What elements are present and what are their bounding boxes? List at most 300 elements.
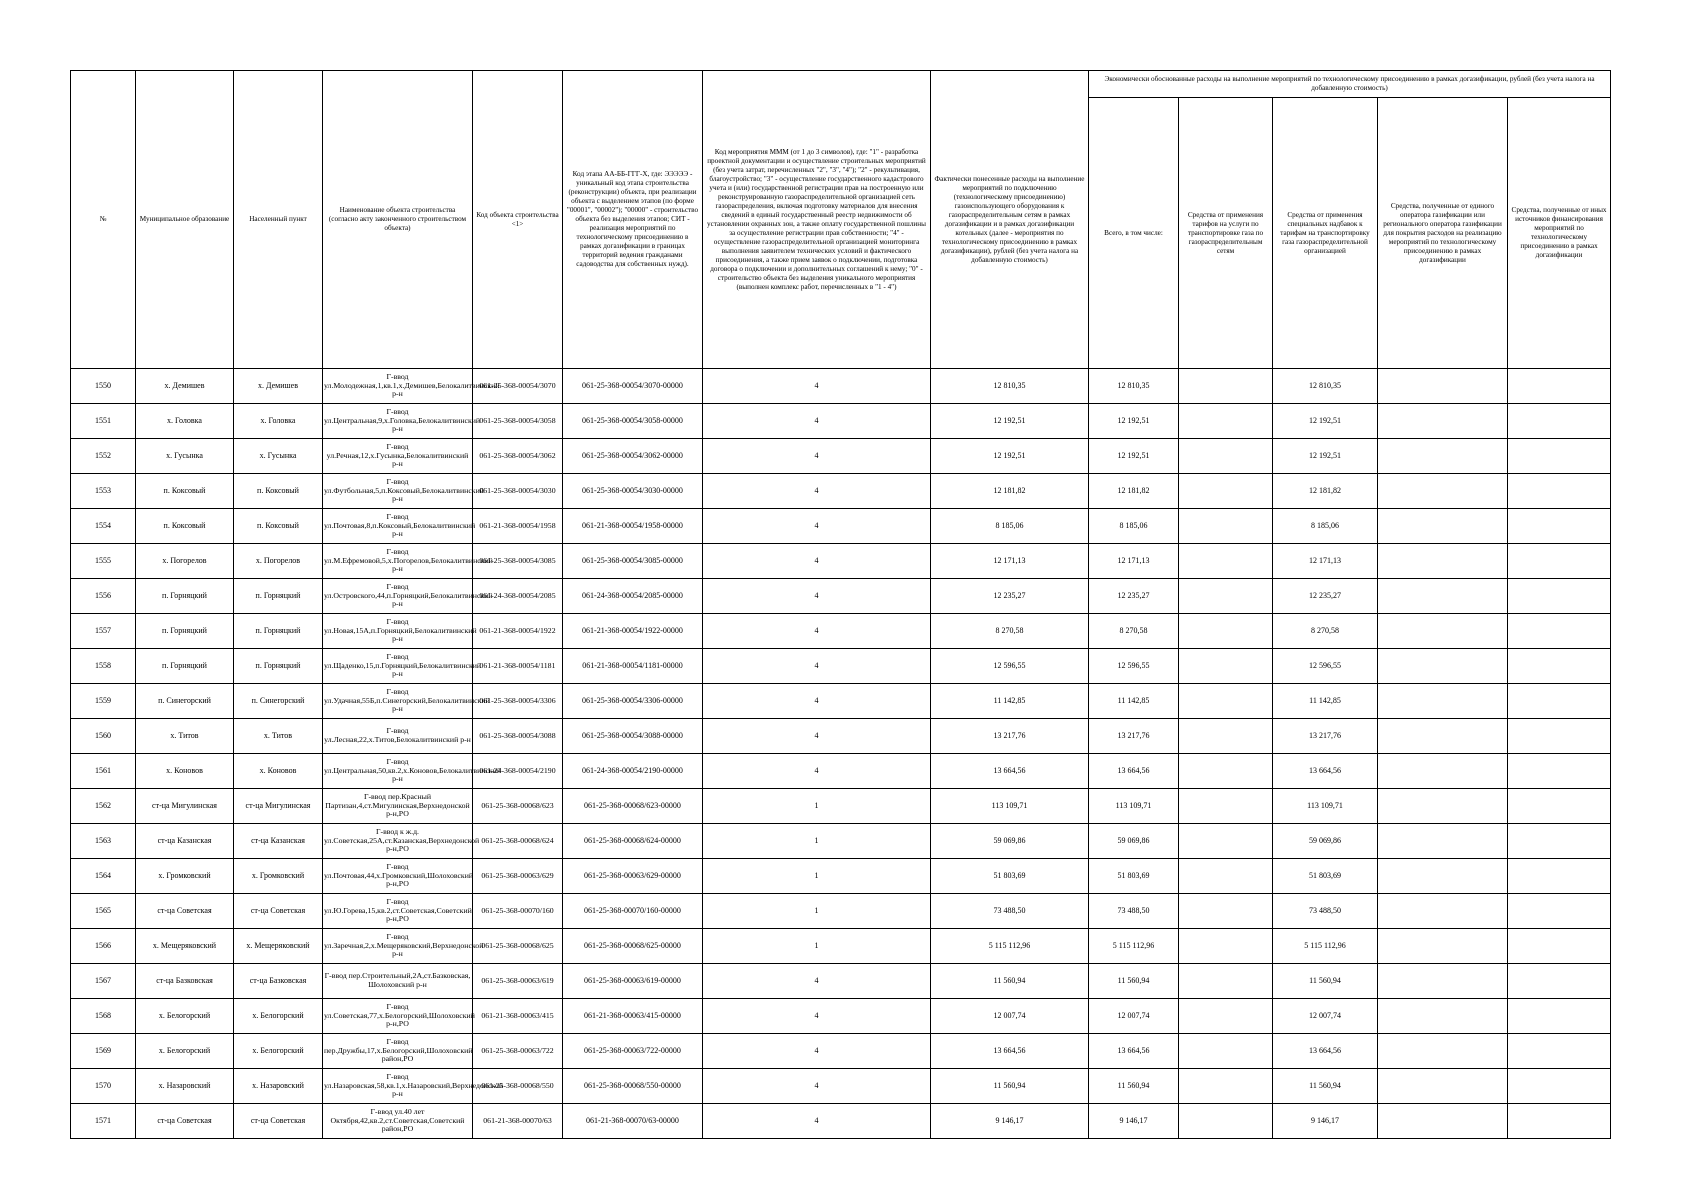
cell-operator-funds	[1378, 824, 1508, 859]
cell-measure-code: 1	[703, 824, 931, 859]
cell-stage-code: 061-25-368-00068/623-00000	[563, 789, 703, 824]
cell-num: 1568	[71, 999, 136, 1034]
cell-tariff-funds	[1179, 929, 1273, 964]
cell-settlement: ст-ца Советская	[234, 894, 323, 929]
cell-surcharge-funds: 59 069,86	[1273, 824, 1378, 859]
cell-tariff-funds	[1179, 719, 1273, 754]
cell-stage-code: 061-25-368-00068/625-00000	[563, 929, 703, 964]
cell-municipality: ст-ца Казанская	[136, 824, 234, 859]
cell-municipality: п. Синегорский	[136, 684, 234, 719]
cell-total: 12 181,82	[1089, 474, 1179, 509]
table-row	[71, 859, 1611, 894]
cell-object-code: 061-25-368-00054/3085	[473, 544, 563, 579]
cell-actual-expenses: 8 270,58	[931, 614, 1089, 649]
cell-settlement: п. Горняцкий	[234, 649, 323, 684]
cell-stage-code: 061-21-368-00054/1181-00000	[563, 649, 703, 684]
cell-municipality: ст-ца Советская	[136, 894, 234, 929]
cell-other-funds	[1508, 509, 1611, 544]
cell-tariff-funds	[1179, 684, 1273, 719]
cell-other-funds	[1508, 1104, 1611, 1139]
cell-settlement: п. Коксовый	[234, 509, 323, 544]
cell-surcharge-funds: 51 803,69	[1273, 859, 1378, 894]
table-row	[71, 649, 1611, 684]
cell-object-code: 061-21-368-00054/1181	[473, 649, 563, 684]
cell-operator-funds	[1378, 614, 1508, 649]
cell-actual-expenses: 113 109,71	[931, 789, 1089, 824]
cell-actual-expenses: 13 217,76	[931, 719, 1089, 754]
cell-surcharge-funds: 12 171,13	[1273, 544, 1378, 579]
cell-num: 1558	[71, 649, 136, 684]
cell-num: 1550	[71, 369, 136, 404]
cell-total: 113 109,71	[1089, 789, 1179, 824]
cell-total: 8 185,06	[1089, 509, 1179, 544]
cell-measure-code: 1	[703, 789, 931, 824]
cell-operator-funds	[1378, 1069, 1508, 1104]
cell-num: 1557	[71, 614, 136, 649]
cell-surcharge-funds: 12 810,35	[1273, 369, 1378, 404]
cell-municipality: х. Погорелов	[136, 544, 234, 579]
cell-operator-funds	[1378, 439, 1508, 474]
cell-stage-code: 061-25-368-00054/3306-00000	[563, 684, 703, 719]
cell-other-funds	[1508, 1069, 1611, 1104]
cell-total: 13 664,56	[1089, 754, 1179, 789]
cell-municipality: п. Горняцкий	[136, 579, 234, 614]
cell-object-name: Г-ввод ул.Почтовая,44,х.Громковский,Шолоховский р-н,РО	[323, 859, 473, 894]
cell-municipality: х. Демишев	[136, 369, 234, 404]
cell-other-funds	[1508, 649, 1611, 684]
cell-settlement: х. Белогорский	[234, 1034, 323, 1069]
cell-other-funds	[1508, 894, 1611, 929]
cell-municipality: п. Горняцкий	[136, 614, 234, 649]
table-row	[71, 964, 1611, 999]
cell-num: 1567	[71, 964, 136, 999]
cell-stage-code: 061-24-368-00054/2085-00000	[563, 579, 703, 614]
cell-tariff-funds	[1179, 369, 1273, 404]
cell-municipality: х. Титов	[136, 719, 234, 754]
cell-stage-code: 061-25-368-00063/722-00000	[563, 1034, 703, 1069]
cell-total: 12 007,74	[1089, 999, 1179, 1034]
cell-num: 1563	[71, 824, 136, 859]
cell-tariff-funds	[1179, 579, 1273, 614]
cell-operator-funds	[1378, 474, 1508, 509]
cell-actual-expenses: 12 810,35	[931, 369, 1089, 404]
table-row	[71, 719, 1611, 754]
cell-surcharge-funds: 8 270,58	[1273, 614, 1378, 649]
cell-actual-expenses: 11 560,94	[931, 964, 1089, 999]
cell-other-funds	[1508, 369, 1611, 404]
cell-object-code: 061-21-368-00054/1922	[473, 614, 563, 649]
cell-tariff-funds	[1179, 859, 1273, 894]
cell-total: 51 803,69	[1089, 859, 1179, 894]
cell-settlement: п. Коксовый	[234, 474, 323, 509]
cell-settlement: х. Белогорский	[234, 999, 323, 1034]
cell-municipality: х. Белогорский	[136, 1034, 234, 1069]
cell-surcharge-funds: 5 115 112,96	[1273, 929, 1378, 964]
table-row	[71, 929, 1611, 964]
cell-object-name: Г-ввод пер.Строительный,2А,ст.Базковская, Шолоховский р-н	[323, 964, 473, 999]
cell-other-funds	[1508, 404, 1611, 439]
cell-object-code: 061-21-368-00070/63	[473, 1104, 563, 1139]
cell-settlement: п. Горняцкий	[234, 579, 323, 614]
cell-surcharge-funds: 13 664,56	[1273, 1034, 1378, 1069]
cell-actual-expenses: 12 192,51	[931, 404, 1089, 439]
cell-municipality: х. Мещеряковский	[136, 929, 234, 964]
cell-stage-code: 061-21-368-00054/1922-00000	[563, 614, 703, 649]
cell-municipality: п. Коксовый	[136, 509, 234, 544]
cell-object-code: 061-25-368-00054/3058	[473, 404, 563, 439]
cell-other-funds	[1508, 579, 1611, 614]
cell-total: 73 488,50	[1089, 894, 1179, 929]
cell-object-code: 061-25-368-00054/3088	[473, 719, 563, 754]
cell-num: 1571	[71, 1104, 136, 1139]
cell-stage-code: 061-25-368-00054/3070-00000	[563, 369, 703, 404]
cell-object-code: 061-21-368-00054/1958	[473, 509, 563, 544]
cell-other-funds	[1508, 964, 1611, 999]
cell-stage-code: 061-25-368-00068/550-00000	[563, 1069, 703, 1104]
header-surcharge-funds: Средства от применения специальных надбавок к тарифам на транспортировку газа газораспределительной организацией	[1273, 98, 1378, 369]
cell-num: 1560	[71, 719, 136, 754]
cell-object-code: 061-25-368-00054/3062	[473, 439, 563, 474]
header-object-code: Код объекта строительства <1>	[473, 71, 563, 369]
cell-num: 1554	[71, 509, 136, 544]
cell-municipality: х. Гусынка	[136, 439, 234, 474]
cell-measure-code: 4	[703, 579, 931, 614]
cell-operator-funds	[1378, 579, 1508, 614]
cell-object-name: Г-ввод ул.Речная,12,х.Гусынка,Белокалитвинский р-н	[323, 439, 473, 474]
cell-tariff-funds	[1179, 649, 1273, 684]
cell-num: 1562	[71, 789, 136, 824]
cell-object-name: Г-ввод ул.Новая,15А,п.Горняцкий,Белокалитвинский р-н	[323, 614, 473, 649]
table-row	[71, 369, 1611, 404]
cell-object-code: 061-25-368-00068/624	[473, 824, 563, 859]
cell-measure-code: 4	[703, 509, 931, 544]
cell-settlement: х. Громковский	[234, 859, 323, 894]
cell-stage-code: 061-21-368-00054/1958-00000	[563, 509, 703, 544]
cell-measure-code: 4	[703, 404, 931, 439]
cell-operator-funds	[1378, 929, 1508, 964]
cell-municipality: х. Белогорский	[136, 999, 234, 1034]
cell-tariff-funds	[1179, 824, 1273, 859]
cell-surcharge-funds: 11 142,85	[1273, 684, 1378, 719]
cell-surcharge-funds: 12 192,51	[1273, 439, 1378, 474]
cell-surcharge-funds: 13 217,76	[1273, 719, 1378, 754]
cell-operator-funds	[1378, 719, 1508, 754]
header-settlement: Населенный пункт	[234, 71, 323, 369]
cell-other-funds	[1508, 684, 1611, 719]
cell-measure-code: 4	[703, 474, 931, 509]
cell-operator-funds	[1378, 404, 1508, 439]
cell-other-funds	[1508, 439, 1611, 474]
cell-actual-expenses: 12 007,74	[931, 999, 1089, 1034]
cell-municipality: п. Коксовый	[136, 474, 234, 509]
cell-object-code: 061-25-368-00068/550	[473, 1069, 563, 1104]
table-body	[71, 369, 1611, 1139]
cell-total: 13 217,76	[1089, 719, 1179, 754]
cell-total: 12 596,55	[1089, 649, 1179, 684]
cell-actual-expenses: 59 069,86	[931, 824, 1089, 859]
cell-object-code: 061-25-368-00063/629	[473, 859, 563, 894]
cell-total: 11 560,94	[1089, 964, 1179, 999]
cell-num: 1551	[71, 404, 136, 439]
cell-num: 1564	[71, 859, 136, 894]
cell-other-funds	[1508, 474, 1611, 509]
header-measure-code: Код мероприятия ММM (от 1 до 3 символов), где: "1" - разработка проектной документации и осуществление строительных мероприятий (без учета затрат, перечисленных "2", "3", "4"); "2" - рекультивация, благоустройство; "3" - осуществление государственного кадастрового учета и (или) государственной регистрации прав на построенную или реконструированную газораспределительной организацией сеть газораспределения, включая подготовку материалов для внесения сведений в единый государственный реестр недвижимости об установлении охранных зон, а также оплату государственной пошлины за осуществление регистрации прав собственности; "4" - осуществление газораспределительной организацией мониторинга выполнения заявителем технических условий и фактического присоединения, а также прием заявок о подключении, подготовка договора о подключении и дополнительных соглашений к нему; "0" - строительство объекта без выделения уникального мероприятия (выполнен комплекс работ, перечисленных в "1 - 4")	[703, 71, 931, 369]
cell-other-funds	[1508, 1034, 1611, 1069]
cell-stage-code: 061-25-368-00068/624-00000	[563, 824, 703, 859]
cell-object-code: 061-24-368-00054/2085	[473, 579, 563, 614]
cell-stage-code: 061-25-368-00054/3085-00000	[563, 544, 703, 579]
cell-object-name: Г-ввод ул.Советская,77,х.Белогорский,Шолоховский р-н,РО	[323, 999, 473, 1034]
cell-total: 12 192,51	[1089, 404, 1179, 439]
cell-total: 12 810,35	[1089, 369, 1179, 404]
header-other-funds: Средства, полученные от иных источников финансирования мероприятий по технологическому присоединению в рамках догазификации	[1508, 98, 1611, 369]
cell-object-name: Г-ввод ул.М.Ефремовой,5,х.Погорелов,Белокалитвинский р-н	[323, 544, 473, 579]
cell-object-name: Г-ввод ул.Футбольная,5,п.Коксовый,Белокалитвинский р-н	[323, 474, 473, 509]
cell-surcharge-funds: 12 181,82	[1273, 474, 1378, 509]
cell-settlement: п. Синегорский	[234, 684, 323, 719]
cell-measure-code: 1	[703, 894, 931, 929]
cell-actual-expenses: 73 488,50	[931, 894, 1089, 929]
cell-other-funds	[1508, 544, 1611, 579]
cell-settlement: ст-ца Советская	[234, 1104, 323, 1139]
cell-num: 1555	[71, 544, 136, 579]
cell-measure-code: 4	[703, 614, 931, 649]
cell-stage-code: 061-21-368-00063/415-00000	[563, 999, 703, 1034]
cell-tariff-funds	[1179, 894, 1273, 929]
cell-operator-funds	[1378, 859, 1508, 894]
cell-actual-expenses: 13 664,56	[931, 754, 1089, 789]
cell-settlement: ст-ца Базковская	[234, 964, 323, 999]
header-economic-group: Экономически обоснованные расходы на выполнение мероприятий по технологическому присоединению в рамках догазификации, рублей (без учета налога на добавленную стоимость)	[1089, 71, 1611, 98]
cell-settlement: х. Назаровский	[234, 1069, 323, 1104]
cell-municipality: х. Назаровский	[136, 1069, 234, 1104]
cell-object-name: Г-ввод ул.Почтовая,8,п.Коксовый,Белокалитвинский р-н	[323, 509, 473, 544]
cell-stage-code: 061-25-368-00070/160-00000	[563, 894, 703, 929]
cell-settlement: х. Демишев	[234, 369, 323, 404]
cell-operator-funds	[1378, 684, 1508, 719]
cell-object-code: 061-25-368-00054/3306	[473, 684, 563, 719]
cell-surcharge-funds: 12 596,55	[1273, 649, 1378, 684]
cell-total: 59 069,86	[1089, 824, 1179, 859]
cell-actual-expenses: 12 171,13	[931, 544, 1089, 579]
cell-surcharge-funds: 12 235,27	[1273, 579, 1378, 614]
header-object-name: Наименование объекта строительства (согласно акту законченного строительством объекта)	[323, 71, 473, 369]
cell-object-code: 061-21-368-00063/415	[473, 999, 563, 1034]
cell-object-name: Г-ввод ул.Ю.Горева,15,кв.2,ст.Советская,Советский р-н,РО	[323, 894, 473, 929]
cell-operator-funds	[1378, 789, 1508, 824]
header-municipality: Муниципальное образование	[136, 71, 234, 369]
cell-stage-code: 061-25-368-00054/3058-00000	[563, 404, 703, 439]
cell-settlement: х. Головка	[234, 404, 323, 439]
cell-municipality: ст-ца Советская	[136, 1104, 234, 1139]
cell-actual-expenses: 9 146,17	[931, 1104, 1089, 1139]
cell-total: 8 270,58	[1089, 614, 1179, 649]
cell-object-code: 061-25-368-00054/3030	[473, 474, 563, 509]
cell-stage-code: 061-24-368-00054/2190-00000	[563, 754, 703, 789]
cell-other-funds	[1508, 824, 1611, 859]
cell-measure-code: 4	[703, 684, 931, 719]
cell-measure-code: 4	[703, 999, 931, 1034]
cell-num: 1565	[71, 894, 136, 929]
cell-operator-funds	[1378, 649, 1508, 684]
cell-stage-code: 061-25-368-00054/3030-00000	[563, 474, 703, 509]
cell-surcharge-funds: 113 109,71	[1273, 789, 1378, 824]
table-row	[71, 439, 1611, 474]
cell-settlement: х. Мещеряковский	[234, 929, 323, 964]
cell-operator-funds	[1378, 894, 1508, 929]
cell-total: 9 146,17	[1089, 1104, 1179, 1139]
table-row	[71, 1034, 1611, 1069]
table-row	[71, 1104, 1611, 1139]
cell-measure-code: 4	[703, 439, 931, 474]
table-row	[71, 999, 1611, 1034]
cell-object-name: Г-ввод ул.40 лет Октября,42,кв.2,ст.Советская,Советский район,РО	[323, 1104, 473, 1139]
cell-object-name: Г-ввод ул.Удачная,55Б,п.Синегорский,Белокалитвинский р-н	[323, 684, 473, 719]
cell-municipality: ст-ца Мигулинская	[136, 789, 234, 824]
table-row	[71, 474, 1611, 509]
cell-object-code: 061-24-368-00054/2190	[473, 754, 563, 789]
cell-stage-code: 061-25-368-00063/619-00000	[563, 964, 703, 999]
cell-tariff-funds	[1179, 1069, 1273, 1104]
cell-object-code: 061-25-368-00070/160	[473, 894, 563, 929]
cell-actual-expenses: 11 560,94	[931, 1069, 1089, 1104]
cell-settlement: х. Титов	[234, 719, 323, 754]
cell-tariff-funds	[1179, 1104, 1273, 1139]
expenses-table	[70, 70, 1611, 1139]
header-num: №	[71, 71, 136, 369]
cell-actual-expenses: 11 142,85	[931, 684, 1089, 719]
header-operator-funds: Средства, полученные от единого оператора газификации или регионального оператора газификации для покрытия расходов на реализацию мероприятий по технологическому присоединению в рамках догазификации	[1378, 98, 1508, 369]
cell-operator-funds	[1378, 999, 1508, 1034]
cell-object-name: Г-ввод ул.Островского,44,п.Горняцкий,Белокалитвинский р-н	[323, 579, 473, 614]
cell-other-funds	[1508, 999, 1611, 1034]
cell-operator-funds	[1378, 509, 1508, 544]
cell-settlement: х. Гусынка	[234, 439, 323, 474]
table-header	[71, 71, 1611, 369]
cell-tariff-funds	[1179, 999, 1273, 1034]
cell-surcharge-funds: 12 192,51	[1273, 404, 1378, 439]
cell-tariff-funds	[1179, 1034, 1273, 1069]
cell-surcharge-funds: 8 185,06	[1273, 509, 1378, 544]
cell-actual-expenses: 8 185,06	[931, 509, 1089, 544]
cell-municipality: х. Головка	[136, 404, 234, 439]
cell-total: 5 115 112,96	[1089, 929, 1179, 964]
cell-num: 1570	[71, 1069, 136, 1104]
cell-object-code: 061-25-368-00068/623	[473, 789, 563, 824]
header-actual-expenses: Фактически понесенные расходы на выполнение мероприятий по подключению (технологическому присоединению) газоиспользующего оборудования к газораспределительным сетям в рамках догазификации и в рамках догазификации котельных (далее - мероприятия по технологическому присоединению в рамках догазификации), рублей (без учета налога на добавленную стоимость)	[931, 71, 1089, 369]
cell-measure-code: 4	[703, 649, 931, 684]
table-row	[71, 544, 1611, 579]
cell-num: 1566	[71, 929, 136, 964]
cell-object-code: 061-25-368-00063/722	[473, 1034, 563, 1069]
cell-actual-expenses: 5 115 112,96	[931, 929, 1089, 964]
cell-municipality: ст-ца Базковская	[136, 964, 234, 999]
cell-tariff-funds	[1179, 509, 1273, 544]
cell-operator-funds	[1378, 754, 1508, 789]
cell-tariff-funds	[1179, 754, 1273, 789]
cell-municipality: х. Коновов	[136, 754, 234, 789]
cell-object-name: Г-ввод ул.Назаровская,58,кв.1,х.Назаровский,Верхнедонской р-н	[323, 1069, 473, 1104]
cell-settlement: ст-ца Казанская	[234, 824, 323, 859]
cell-object-name: Г-ввод ул.Лесная,22,х.Титов,Белокалитвинский р-н	[323, 719, 473, 754]
cell-total: 11 142,85	[1089, 684, 1179, 719]
cell-measure-code: 4	[703, 754, 931, 789]
cell-other-funds	[1508, 614, 1611, 649]
cell-measure-code: 4	[703, 1034, 931, 1069]
cell-settlement: п. Горняцкий	[234, 614, 323, 649]
cell-surcharge-funds: 11 560,94	[1273, 1069, 1378, 1104]
cell-operator-funds	[1378, 1034, 1508, 1069]
cell-object-name: Г-ввод ул.Молодежная,1,кв.1,х.Демишев,Белокалитвинский р-н	[323, 369, 473, 404]
cell-stage-code: 061-25-368-00063/629-00000	[563, 859, 703, 894]
table-row	[71, 579, 1611, 614]
cell-measure-code: 4	[703, 1069, 931, 1104]
cell-num: 1553	[71, 474, 136, 509]
cell-other-funds	[1508, 929, 1611, 964]
cell-operator-funds	[1378, 544, 1508, 579]
cell-tariff-funds	[1179, 474, 1273, 509]
cell-stage-code: 061-21-368-00070/63-00000	[563, 1104, 703, 1139]
cell-tariff-funds	[1179, 789, 1273, 824]
cell-measure-code: 4	[703, 1104, 931, 1139]
cell-settlement: ст-ца Мигулинская	[234, 789, 323, 824]
cell-object-code: 061-25-368-00068/625	[473, 929, 563, 964]
cell-total: 12 171,13	[1089, 544, 1179, 579]
header-total: Всего, в том числе:	[1089, 98, 1179, 369]
cell-measure-code: 4	[703, 719, 931, 754]
cell-actual-expenses: 12 596,55	[931, 649, 1089, 684]
cell-num: 1556	[71, 579, 136, 614]
cell-tariff-funds	[1179, 614, 1273, 649]
cell-surcharge-funds: 13 664,56	[1273, 754, 1378, 789]
cell-surcharge-funds: 12 007,74	[1273, 999, 1378, 1034]
table-row	[71, 509, 1611, 544]
cell-actual-expenses: 13 664,56	[931, 1034, 1089, 1069]
cell-tariff-funds	[1179, 964, 1273, 999]
header-tariff-funds: Средства от применения тарифов на услуги по транспортировке газа по газораспределительным сетям	[1179, 98, 1273, 369]
cell-tariff-funds	[1179, 544, 1273, 579]
cell-object-name: Г-ввод пер.Дружбы,17,х.Белогорский,Шолоховский район,РО	[323, 1034, 473, 1069]
cell-stage-code: 061-25-368-00054/3088-00000	[563, 719, 703, 754]
cell-actual-expenses: 12 181,82	[931, 474, 1089, 509]
cell-total: 13 664,56	[1089, 1034, 1179, 1069]
cell-measure-code: 4	[703, 369, 931, 404]
cell-municipality: х. Громковский	[136, 859, 234, 894]
cell-total: 12 235,27	[1089, 579, 1179, 614]
table-row	[71, 789, 1611, 824]
cell-object-code: 061-25-368-00063/619	[473, 964, 563, 999]
cell-other-funds	[1508, 754, 1611, 789]
table-row	[71, 404, 1611, 439]
cell-measure-code: 4	[703, 544, 931, 579]
cell-operator-funds	[1378, 369, 1508, 404]
cell-object-name: Г-ввод ул.Центральная,9,х.Головка,Белокалитвинский р-н	[323, 404, 473, 439]
cell-total: 11 560,94	[1089, 1069, 1179, 1104]
cell-num: 1561	[71, 754, 136, 789]
cell-measure-code: 1	[703, 929, 931, 964]
cell-object-name: Г-ввод ул.Щаденко,15,п.Горняцкий,Белокалитвинский р-н	[323, 649, 473, 684]
cell-num: 1552	[71, 439, 136, 474]
cell-total: 12 192,51	[1089, 439, 1179, 474]
table-row	[71, 684, 1611, 719]
cell-surcharge-funds: 11 560,94	[1273, 964, 1378, 999]
cell-object-name: Г-ввод ул.Заречная,2,х.Мещеряковский,Верхнедонской р-н	[323, 929, 473, 964]
cell-settlement: х. Погорелов	[234, 544, 323, 579]
cell-measure-code: 4	[703, 964, 931, 999]
cell-other-funds	[1508, 789, 1611, 824]
table-row	[71, 754, 1611, 789]
header-stage-code: Код этапа АА-ББ-ГГГ-Х, где: ЭЭЭЭЭ - уникальный код этапа строительства (реконструкции) объекта, при реализации объекта с выделением этапов (по форме "00001", "00002"); "00000" - строительство объекта без выделения этапов; СИТ - реализация мероприятий по технологическому присоединению в рамках догазификации в границах территорий ведения гражданами садоводства для собственных нужд).	[563, 71, 703, 369]
